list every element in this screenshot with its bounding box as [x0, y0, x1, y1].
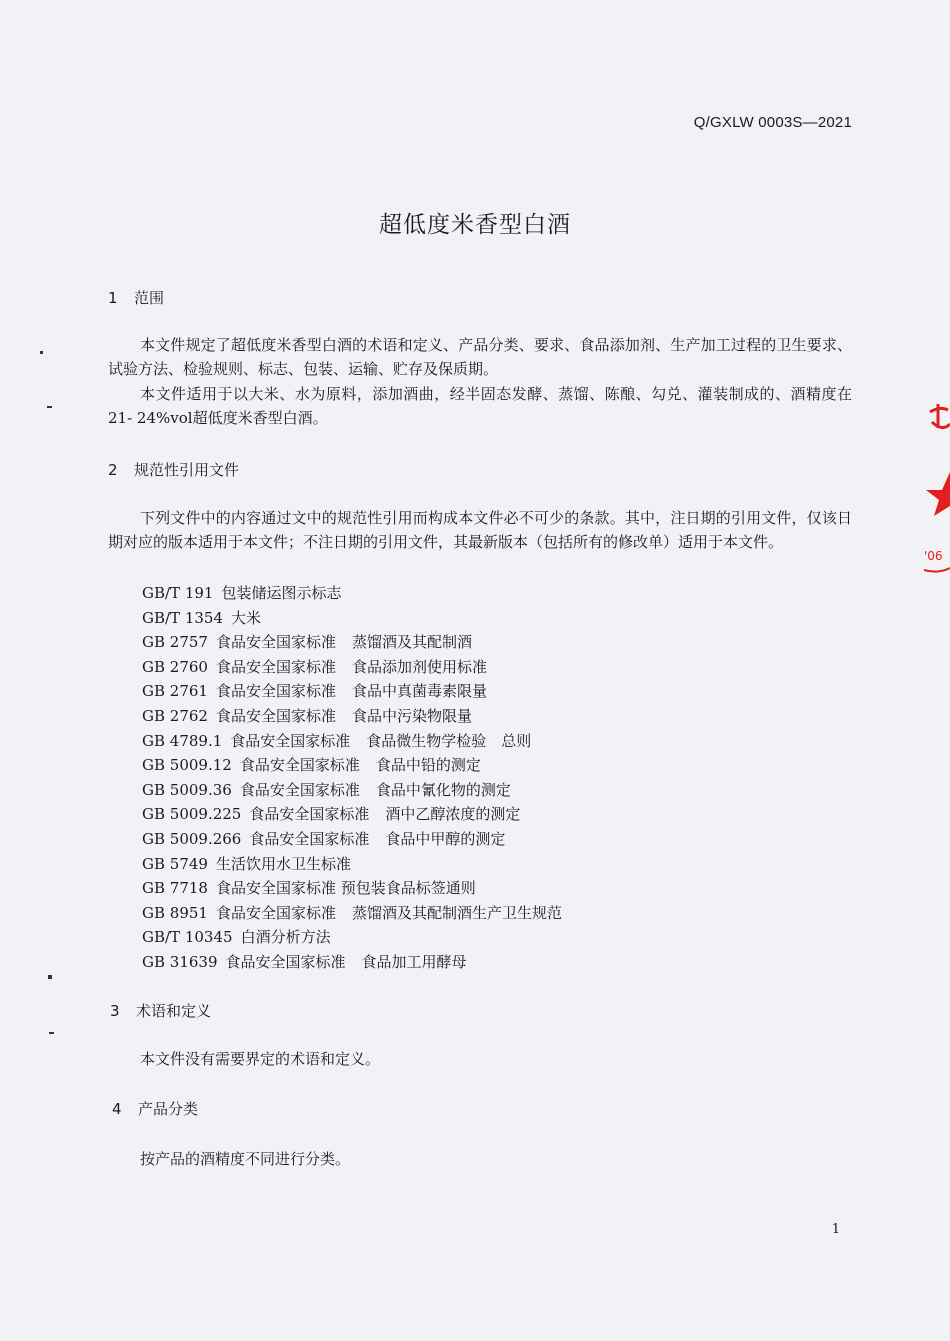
reference-code: GB 5749 — [142, 854, 208, 873]
reference-code: GB/T 191 — [142, 584, 214, 602]
reference-code: GB 5009.266 — [142, 829, 242, 848]
reference-code: GB 2757 — [142, 633, 208, 652]
reference-title: 食品安全国家标准 预包装食品标签通则 — [215, 879, 476, 898]
section-title: 术语和定义 — [136, 1002, 212, 1020]
reference-item — [142, 778, 562, 803]
section-number: 3 — [110, 1002, 120, 1020]
reference-title: 食品安全国家标准 — [215, 657, 336, 676]
reference-title: 食品安全国家标准 — [215, 682, 336, 701]
document-code: Q/GXLW 0003S—2021 — [693, 114, 852, 131]
terms-paragraph: 本文件没有需要界定的术语和定义。 — [140, 1050, 381, 1068]
reference-subtitle: 食品中污染物限量 — [351, 706, 472, 725]
margin-dot — [48, 975, 52, 979]
section-number: 1 — [108, 289, 118, 307]
page-number: 1 — [831, 1222, 840, 1237]
reference-item — [142, 729, 562, 754]
reference-subtitle: 蒸馏酒及其配制酒生产卫生规范 — [351, 903, 562, 922]
classification-paragraph: 按产品的酒精度不同进行分类。 — [140, 1150, 351, 1168]
reference-subtitle: 食品中甲醇的测定 — [385, 829, 506, 848]
reference-title: 食品安全国家标准 — [225, 952, 346, 971]
section-number: 2 — [108, 461, 118, 479]
reference-code: GB 2762 — [142, 706, 208, 725]
reference-subtitle: 食品中真菌毒素限量 — [351, 682, 487, 701]
reference-code: GB 5009.225 — [142, 805, 242, 824]
reference-item — [142, 581, 562, 606]
reference-item — [142, 950, 562, 975]
reference-title: 食品安全国家标准 — [239, 756, 360, 775]
reference-code: GB/T 1354 — [142, 608, 224, 627]
reference-item — [142, 827, 562, 852]
section-heading-references — [108, 459, 239, 480]
reference-code: GB 31639 — [142, 952, 218, 971]
section-heading-scope — [108, 287, 164, 308]
margin-dash — [47, 406, 52, 408]
seal-stamp-icon — [920, 392, 950, 582]
reference-title: 白酒分析方法 — [240, 928, 331, 947]
reference-item — [142, 753, 562, 778]
references-intro: 下列文件中的内容通过文中的规范性引用而构成本文件必不可少的条款。其中，注日期的引用文件，仅该日期对应的版本适用于本文件；不注日期的引用文件，其最新版本（包括所有的修改单）适用于本文件。 — [108, 509, 852, 551]
reference-title: 食品安全国家标准 — [215, 706, 336, 725]
reference-item — [142, 679, 562, 704]
reference-item — [142, 901, 562, 926]
reference-title: 食品安全国家标准 — [215, 633, 336, 652]
reference-title: 食品安全国家标准 — [239, 780, 360, 799]
section-heading-classification — [112, 1098, 198, 1119]
reference-title: 包装储运图示标志 — [221, 584, 342, 602]
reference-subtitle: 食品微生物学检验 总则 — [366, 731, 532, 750]
scope-paragraph-1: 本文件规定了超低度米香型白酒的术语和定义、产品分类、要求、食品添加剂、生产加工过程的卫生要求、试验方法、检验规则、标志、包装、运输、贮存及保质期。 — [108, 336, 852, 378]
reference-subtitle: 食品中铅的测定 — [375, 756, 481, 775]
section-heading-terms — [110, 1000, 211, 1021]
reference-item — [142, 606, 562, 631]
reference-subtitle: 酒中乙醇浓度的测定 — [385, 805, 521, 824]
margin-dash — [49, 1032, 54, 1034]
document-title: 超低度米香型白酒 — [379, 212, 571, 238]
section-title: 范围 — [134, 289, 165, 307]
reference-item — [142, 655, 562, 680]
reference-item — [142, 802, 562, 827]
reference-code: GB 5009.12 — [142, 756, 232, 775]
margin-dot — [40, 351, 43, 354]
svg-text:'06: '06 — [924, 549, 943, 563]
reference-title: 食品安全国家标准 — [249, 829, 370, 848]
reference-code: GB 2760 — [142, 657, 208, 676]
section-title: 规范性引用文件 — [134, 461, 240, 479]
reference-item — [142, 852, 562, 877]
section-number: 4 — [112, 1100, 122, 1118]
scope-paragraph-2: 本文件适用于以大米、水为原料，添加酒曲，经半固态发酵、蒸馏、陈酿、勾兑、灌装制成的、酒精度在21- 24%vol超低度米香型白酒。 — [108, 385, 852, 427]
reference-title: 生活饮用水卫生标准 — [215, 854, 351, 873]
reference-code: GB 2761 — [142, 682, 208, 701]
section-title: 产品分类 — [138, 1100, 199, 1118]
reference-code: GB 7718 — [142, 879, 208, 898]
reference-code: GB/T 10345 — [142, 928, 233, 947]
reference-title: 大米 — [231, 608, 262, 627]
reference-code: GB 4789.1 — [142, 731, 223, 750]
reference-code: GB 5009.36 — [142, 780, 232, 799]
reference-subtitle: 食品添加剂使用标准 — [351, 657, 487, 676]
reference-item — [142, 876, 562, 901]
reference-title: 食品安全国家标准 — [249, 805, 370, 824]
reference-subtitle: 食品中氰化物的测定 — [375, 780, 511, 799]
reference-item — [142, 704, 562, 729]
reference-title: 食品安全国家标准 — [215, 903, 336, 922]
reference-item — [142, 925, 562, 950]
reference-subtitle: 食品加工用酵母 — [361, 952, 467, 971]
references-list — [142, 581, 562, 975]
reference-item — [142, 630, 562, 655]
reference-code: GB 8951 — [142, 903, 208, 922]
reference-subtitle: 蒸馏酒及其配制酒 — [351, 633, 472, 652]
reference-title: 食品安全国家标准 — [230, 731, 351, 750]
